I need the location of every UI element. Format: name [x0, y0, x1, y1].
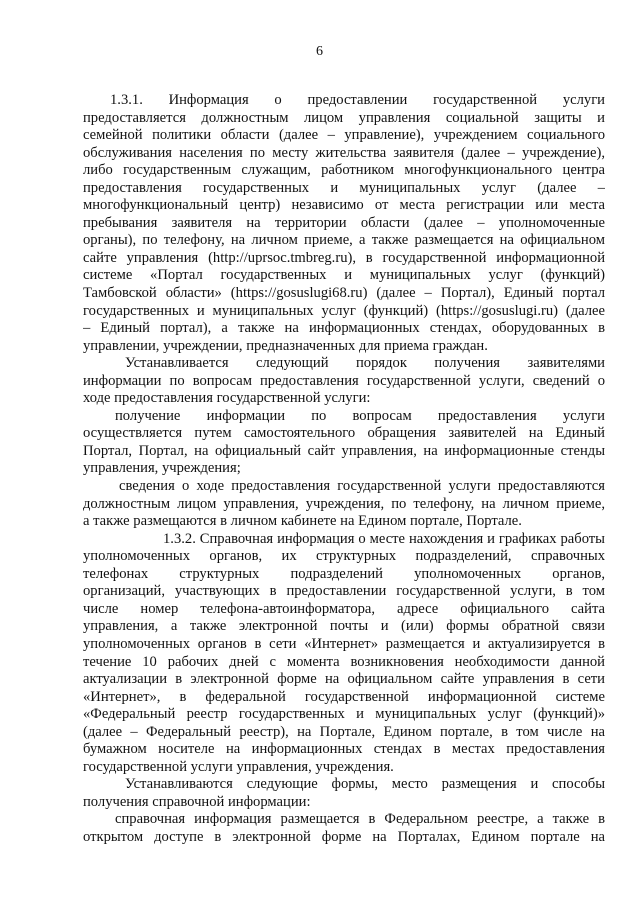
text-line: осуществляется путем самостоятельного обращения заявителей на Единый	[83, 425, 605, 442]
text-line: уполномоченных органов, их структурных подразделений, справочных	[83, 548, 605, 565]
text-line: либо государственным служащим, работником многофункционального центра	[83, 162, 605, 179]
text-line: управления, а также электронной почты и (или) формы обратной связи	[83, 618, 605, 635]
text-line: семейной политики области (далее – управление), учреждением социального	[83, 127, 605, 144]
text-line: обслуживания населения по месту жительства заявителя (далее – учреждение),	[83, 144, 605, 161]
text-line: – Единый портал), а также на информационных стендах, оборудованных в	[83, 320, 605, 337]
text-line: органы), по телефону, на личном приеме, а также размещается на официальном	[83, 232, 605, 249]
text-line: государственных и муниципальных услуг (функций) (https://gosuslugi.ru) (далее	[83, 302, 605, 319]
text-line: «Интернет», в федеральной государственной информационной системе	[83, 688, 605, 705]
page-number: 6	[316, 44, 323, 59]
text-line: (далее – Федеральный реестр), на Портале, Едином портале, в том числе на	[83, 723, 605, 740]
text-line: должностным лицом управления, учреждения, по телефону, на личном приеме,	[83, 495, 605, 512]
text-line: бумажном носителе на информационных стендах в местах предоставления	[83, 741, 605, 758]
text-line: телефонах структурных подразделений уполномоченных органов,	[83, 565, 605, 582]
text-line: получения справочной информации:	[83, 793, 311, 810]
text-line: получение информации по вопросам предоставления услуги	[115, 407, 605, 424]
text-line: открытом доступе в электронной форме на Порталах, Едином портале на	[83, 828, 605, 845]
text-line: пребывания заявителя на территории области (далее – уполномоченные	[83, 214, 605, 231]
text-line: управлении, учреждении, предназначенных для приема граждан.	[83, 337, 488, 354]
text-line: многофункциональный центр) независимо от места регистрации или места	[83, 197, 605, 214]
text-line: течение 10 рабочих дней с момента возникновения необходимости данной	[83, 653, 605, 670]
text-line: государственной услуги управления, учреждения.	[83, 758, 394, 775]
text-line: предоставления государственных и муниципальных услуг (далее –	[83, 179, 605, 196]
text-line: числе номер телефона-автоинформатора, адресе официального сайта	[83, 600, 605, 617]
text-line: организаций, участвующих в предоставлении государственной услуги, в том	[83, 583, 605, 600]
text-line: ходе предоставления государственной услуги:	[83, 390, 371, 407]
text-line: 1.3.2. Справочная информация о месте нахождения и графиках работы	[163, 530, 605, 547]
text-line: Тамбовской области» (https://gosuslugi68.ru) (далее – Портал), Единый портал	[83, 285, 605, 302]
text-line: предоставляется должностным лицом управления социальной защиты и	[83, 109, 605, 126]
text-line: «Федеральный реестр государственных и муниципальных услуг (функций)»	[83, 706, 605, 723]
text-line: управления, учреждения;	[83, 460, 241, 477]
text-line: 1.3.1. Информация о предоставлении государственной услуги	[110, 92, 605, 108]
text-line: Устанавливаются следующие формы, место размещения и способы	[125, 776, 605, 793]
text-line: информации по вопросам предоставления государственной услуги, сведений о	[83, 372, 605, 389]
body-text	[83, 92, 605, 847]
text-line: сведения о ходе предоставления государственной услуги предоставляются	[119, 478, 605, 495]
text-line: уполномоченных органов в сети «Интернет» размещается и актуализируется в	[83, 635, 605, 652]
text-line: актуализации в электронной форме на официальном сайте управления в сети	[83, 671, 605, 688]
text-line: Устанавливается следующий порядок получения заявителями	[125, 355, 605, 372]
text-line: сайте управления (http://uprsoc.tmbreg.ru), в государственной информационной	[83, 249, 605, 266]
text-line: системе «Портал государственных и муниципальных услуг (функций)	[83, 267, 605, 284]
text-line: Портал, Портал, на официальный сайт управления, на информационные стенды	[83, 442, 605, 459]
text-line: а также размещаются в личном кабинете на Едином портале, Портале.	[83, 513, 522, 530]
text-line: справочная информация размещается в Федеральном реестре, а также в	[115, 811, 605, 828]
